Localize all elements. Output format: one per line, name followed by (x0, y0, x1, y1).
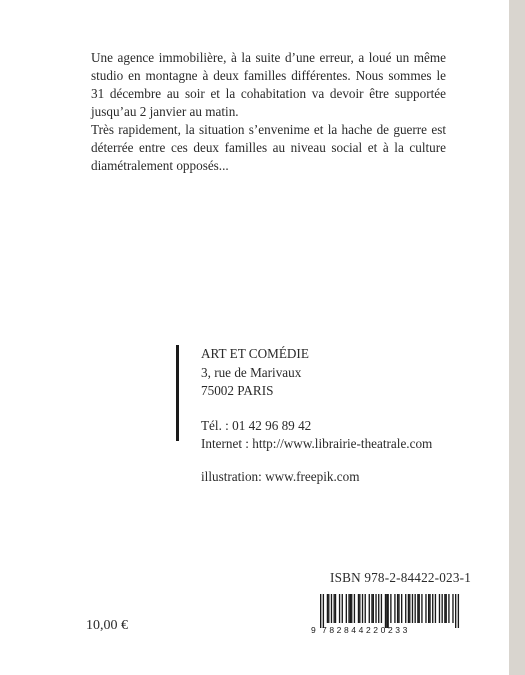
back-cover-blurb (91, 49, 446, 175)
barcode-bar (346, 594, 347, 623)
publisher-divider-bar (176, 345, 179, 441)
publisher-street: 3, rue de Marivaux (201, 364, 302, 380)
barcode-bar (351, 594, 352, 623)
barcode-bar (401, 594, 402, 623)
barcode-bar (415, 594, 416, 623)
barcode-bar (452, 594, 453, 623)
barcode-bar (409, 594, 410, 623)
barcode-bar (429, 594, 430, 623)
barcode-bar (421, 594, 422, 623)
barcode-bar (444, 594, 445, 623)
barcode-bar (442, 594, 443, 623)
barcode-bar (405, 594, 406, 623)
barcode-bar (397, 594, 398, 623)
barcode-bar (375, 594, 376, 623)
barcode-bar (335, 594, 336, 623)
barcode-bar (408, 594, 409, 623)
barcode-bar (323, 594, 324, 628)
blurb-paragraph-1: Une agence immobilière, à la suite d’une erreur, a loué un même studio en montagne à deux familles différentes. Nous sommes le 31 décembre au soir et la cohabitation va devoir être supportée jusqu’au 2 janvier au matin. (91, 50, 446, 119)
barcode-bar (373, 594, 374, 623)
barcode-bar (369, 594, 370, 623)
illustration-credit: illustration: www.freepik.com (201, 469, 360, 484)
barcode-bar (390, 594, 391, 623)
barcode-digits: 782844220233 (322, 625, 410, 634)
barcode-graphic (310, 594, 465, 634)
barcode-bar (439, 594, 440, 623)
barcode-bar (350, 594, 351, 623)
isbn-label: ISBN 978-2-84422-023-1 (330, 570, 472, 585)
barcode-bar (435, 594, 436, 623)
barcode-bar (455, 594, 456, 628)
barcode-bar (339, 594, 340, 623)
barcode-bar (358, 594, 359, 623)
barcode-bar (362, 594, 363, 623)
isbn-barcode (310, 594, 465, 634)
barcode-bar (425, 594, 426, 623)
barcode-bar (419, 594, 420, 623)
barcode-bar (334, 594, 335, 623)
book-spine-edge (509, 0, 525, 675)
barcode-bar (348, 594, 349, 623)
barcode-bar (328, 594, 329, 623)
barcode-bar (365, 594, 366, 623)
price-label: 10,00 € (86, 618, 128, 633)
barcode-bar (398, 594, 399, 623)
barcode-bar (371, 594, 372, 623)
publisher-website: Internet : http://www.librairie-theatrale.com (201, 436, 433, 451)
barcode-bar (446, 594, 447, 623)
publisher-city: 75002 PARIS (201, 383, 274, 398)
barcode-bar (359, 594, 360, 623)
barcode-bar (458, 594, 459, 628)
barcode-bar (327, 594, 328, 623)
blurb-paragraph-2: Très rapidement, la situation s’envenime et la hache de guerre est déterrée entre ces deux familles au niveau social et à la culture diamétralement opposés... (91, 122, 446, 173)
barcode-bar (385, 594, 386, 628)
barcode-bar (412, 594, 413, 623)
barcode-bar (394, 594, 395, 623)
barcode-lead-digit: 9 (311, 625, 316, 634)
barcode-bar (342, 594, 343, 623)
barcode-bar (428, 594, 429, 623)
barcode-bar (417, 594, 418, 623)
barcode-bars (320, 594, 459, 628)
barcode-bar (381, 594, 382, 623)
barcode-bar (331, 594, 332, 623)
barcode-bar (388, 594, 389, 628)
barcode-bar (378, 594, 379, 623)
barcode-bar (448, 594, 449, 623)
barcode-bar (432, 594, 433, 623)
publisher-phone: Tél. : 01 42 96 89 42 (201, 417, 312, 433)
barcode-bar (386, 594, 387, 628)
barcode-bar (320, 594, 321, 628)
publisher-name: ART ET COMÉDIE (201, 346, 309, 361)
barcode-bar (354, 594, 355, 623)
publisher-block (201, 345, 432, 454)
